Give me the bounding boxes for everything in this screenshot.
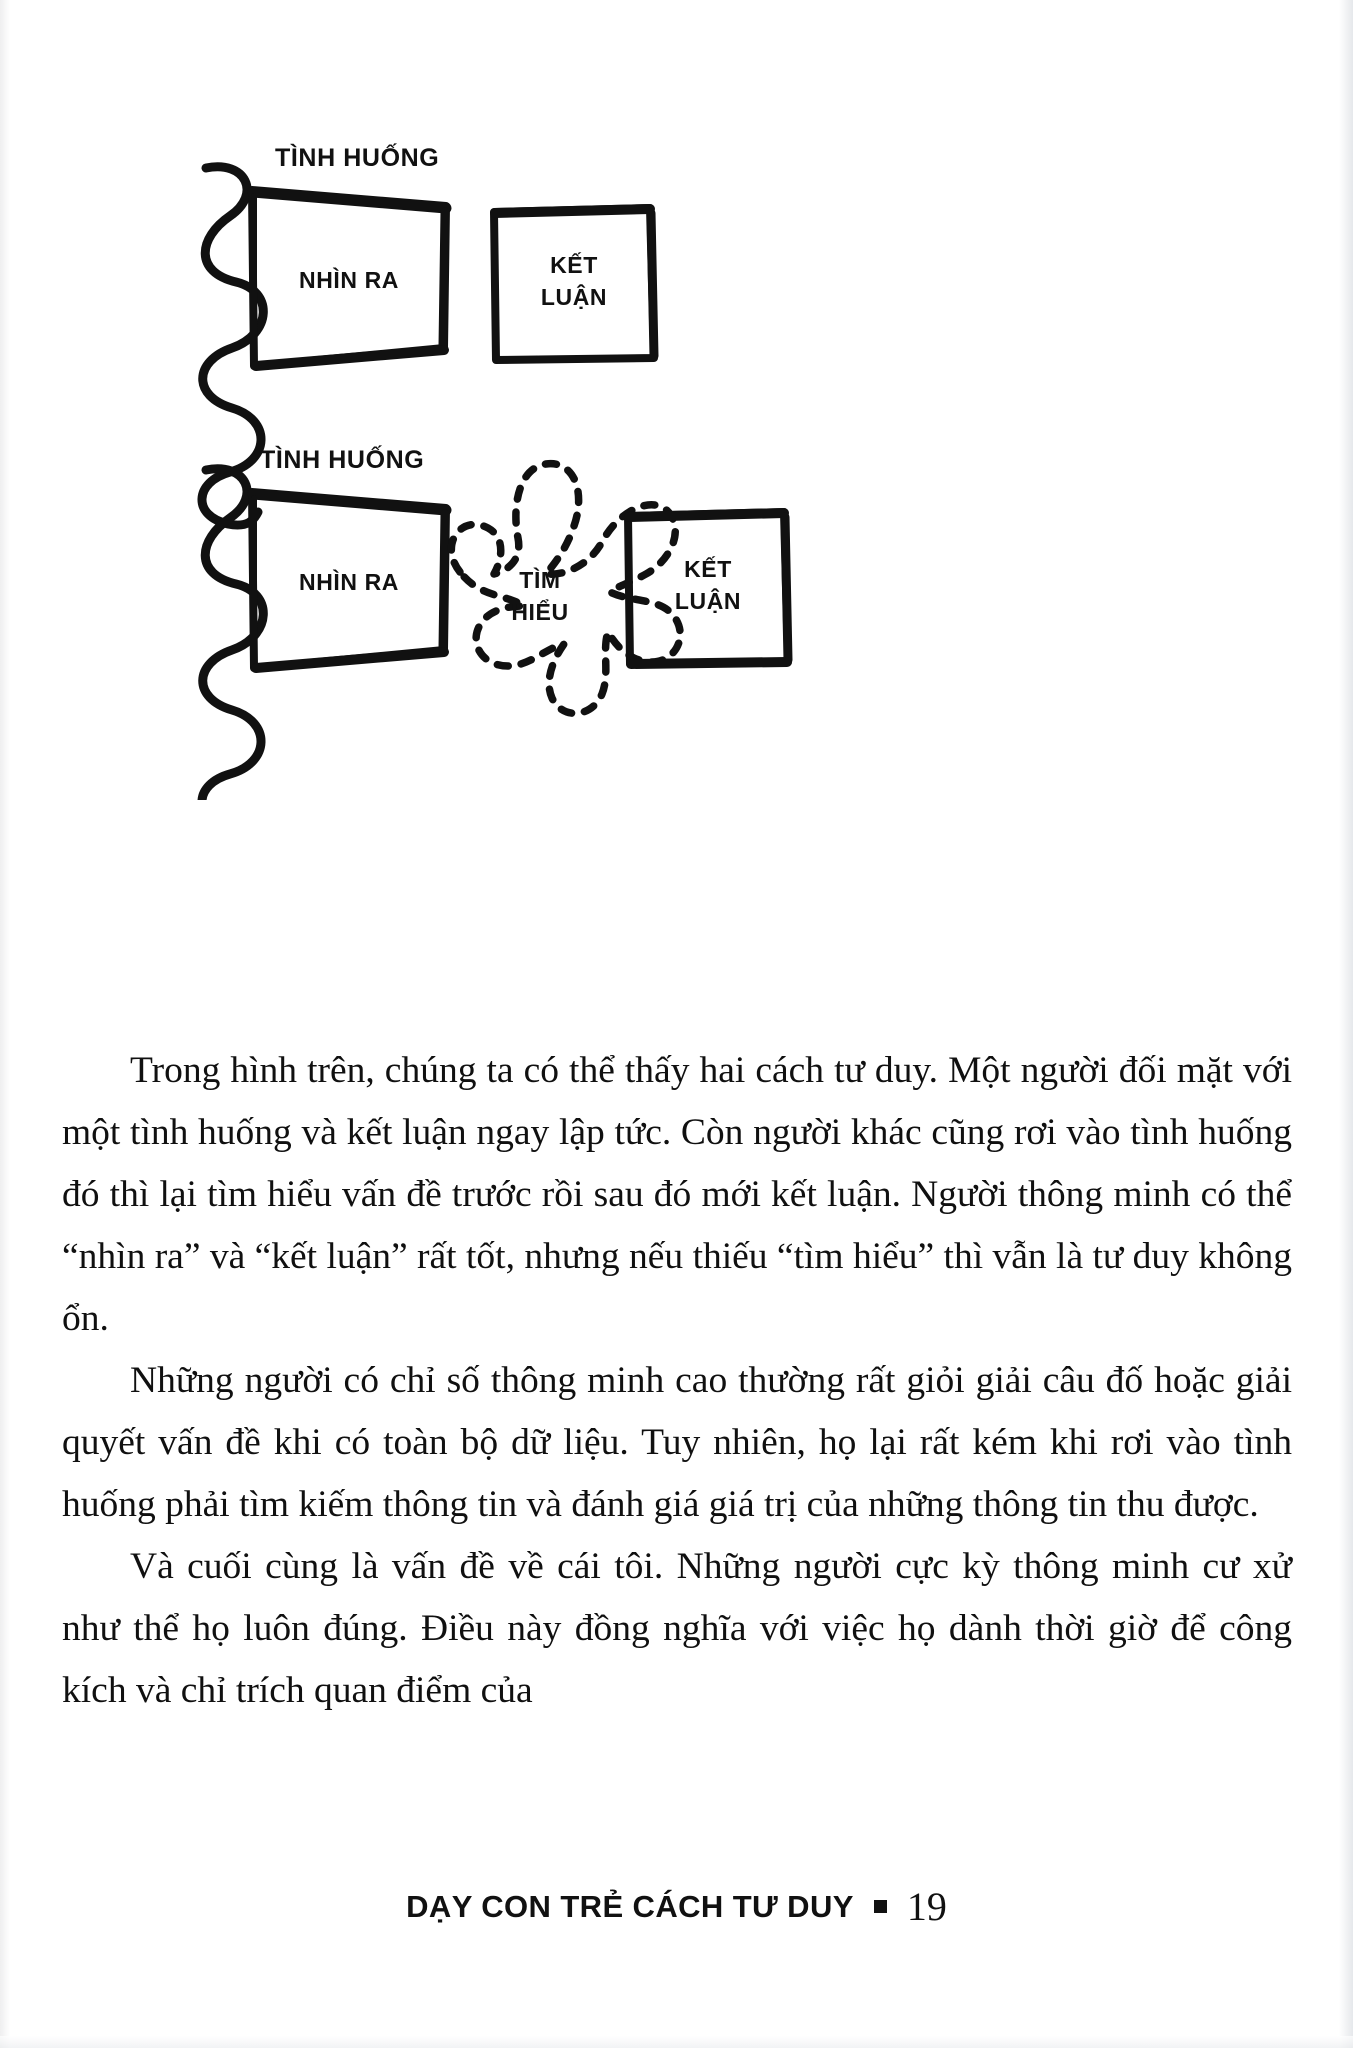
paragraph-1: Trong hình trên, chúng ta có thể thấy hai cách tư duy. Một người đối mặt với một tình huống và kết luận ngay lập tức. Còn người khác cũng rơi vào tình huống đó thì lại tìm hiểu vấn đề trước rồi sau đó mới kết luận. Người thông minh có thể “nhìn ra” và “kết luận” rất tốt, nhưng nếu thiếu “tìm hiểu” thì vẫn là tư duy không ổn. — [62, 1050, 1292, 1339]
label-situation-top: TÌNH HUỐNG — [275, 144, 440, 172]
scan-edge-right — [1339, 0, 1353, 2048]
label-see-top: NHÌN RA — [298, 267, 400, 293]
body-text — [62, 1040, 1292, 1722]
label-situation-bottom: TÌNH HUỐNG — [260, 446, 425, 474]
diagram-explore-then-conclude — [202, 444, 788, 800]
label-explore-line2: HIỂU — [511, 599, 569, 625]
scan-edge-bottom — [0, 2036, 1353, 2048]
scan-edge-left — [0, 0, 10, 2048]
label-explore-line1: TÌM — [519, 567, 561, 593]
square-bullet-icon — [874, 1900, 887, 1913]
label-see-bottom: NHÌN RA — [298, 569, 400, 595]
label-conclusion-bottom-line1: KẾT — [684, 556, 732, 582]
label-conclusion-top-line1: KẾT — [550, 252, 598, 278]
paragraph-2: Những người có chỉ số thông minh cao thường rất giỏi giải câu đố hoặc giải quyết vấn đề khi có toàn bộ dữ liệu. Tuy nhiên, họ lại rất kém khi rơi vào tình huống phải tìm kiếm thông tin và đánh giá giá trị của những thông tin thu được. — [62, 1360, 1292, 1525]
label-conclusion-bottom-line2: LUẬN — [674, 588, 742, 614]
thinking-styles-figure — [150, 120, 970, 800]
exploration-blob — [451, 464, 680, 714]
page-number: 19 — [906, 1884, 947, 1929]
footer-book-title: DẠY CON TRẺ CÁCH TƯ DUY — [406, 1888, 854, 1924]
page-footer — [0, 1883, 1353, 1930]
paragraph-3: Và cuối cùng là vấn đề về cái tôi. Những người cực kỳ thông minh cư xử như thể họ luôn đúng. Điều này đồng nghĩa với việc họ dành thời giờ để công kích và chỉ trích quan điểm của — [62, 1546, 1292, 1711]
label-conclusion-top-line2: LUẬN — [540, 284, 608, 310]
